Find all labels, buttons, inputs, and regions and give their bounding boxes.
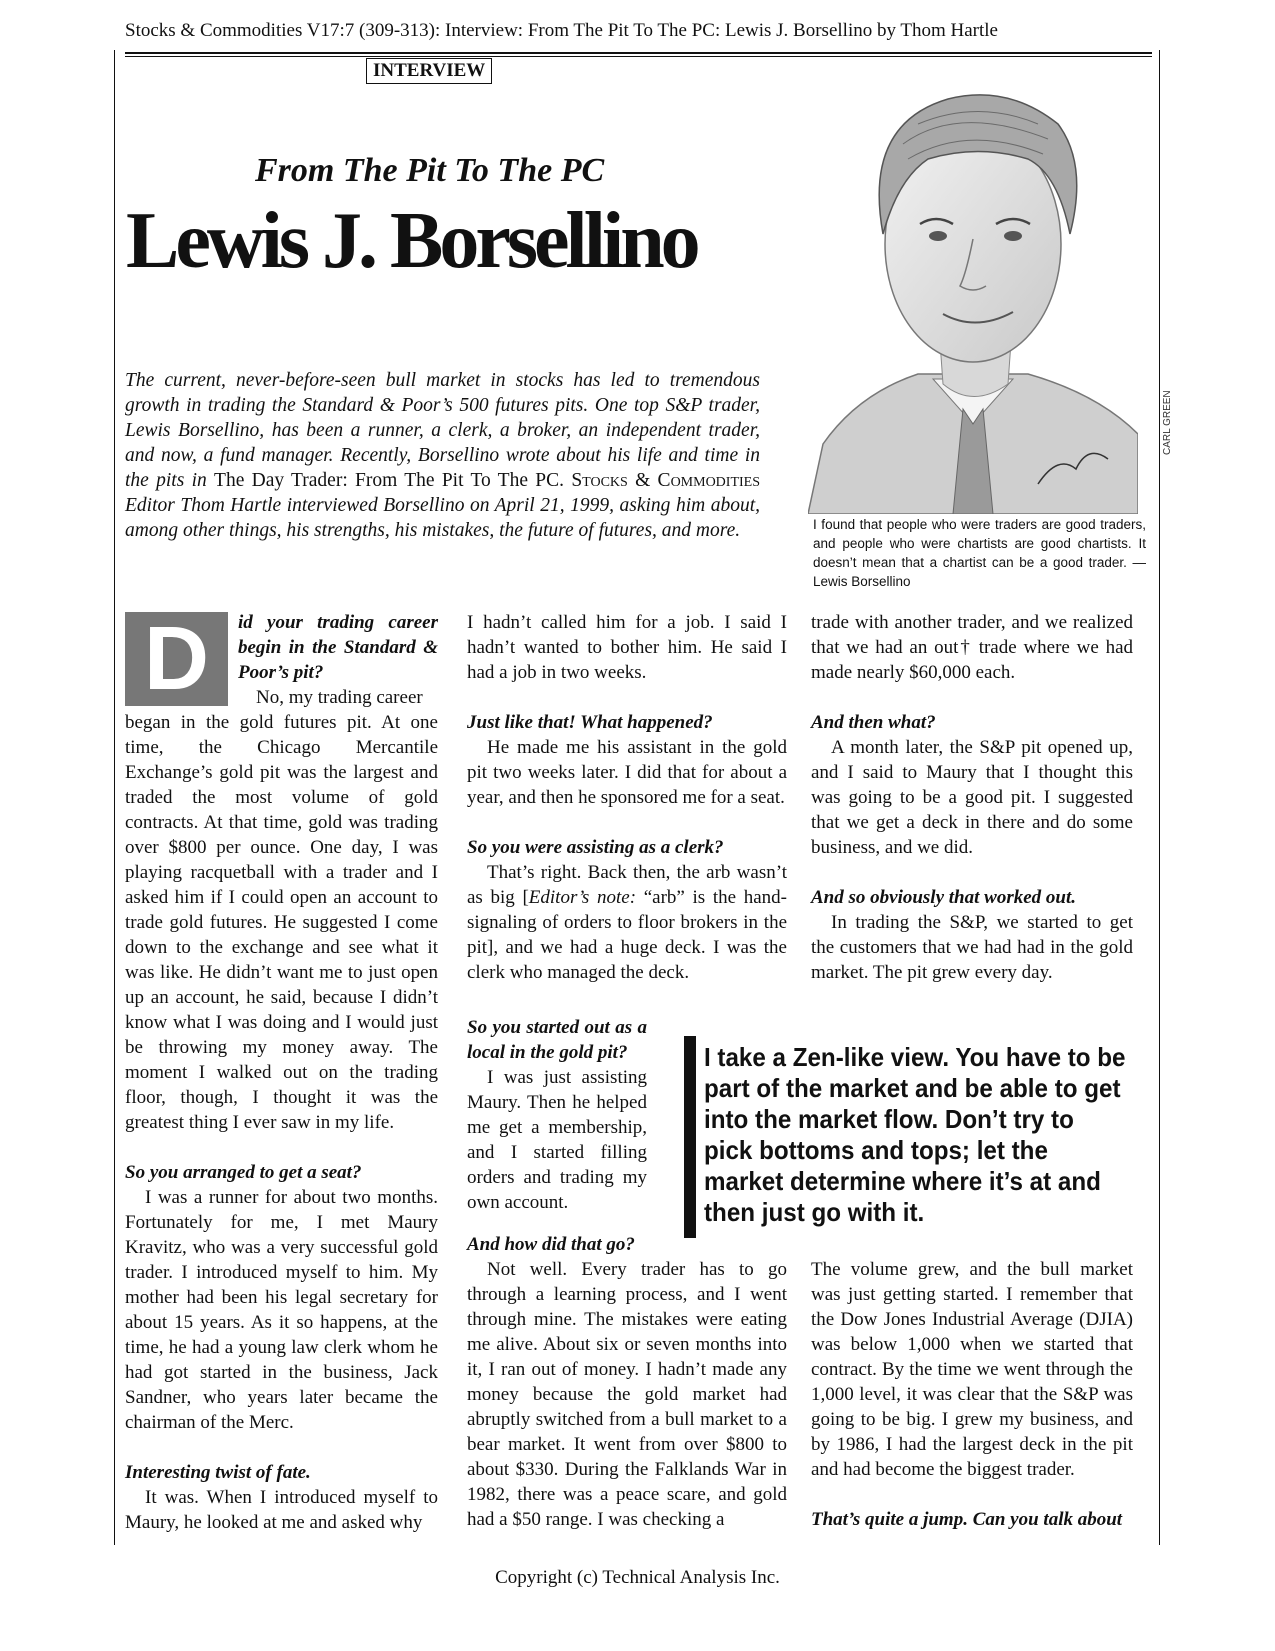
answer-9: In trading the S&P, we started to get the customers that we had had in the gold market. The pit grew every day.: [811, 912, 1133, 983]
answer-5-post: “arb” is the hand-signaling of orders to floor brokers in the pit], and we had a huge deck. I was the clerk who managed the deck.: [467, 887, 787, 983]
dek-text-1: The current, never-before-seen bull market in stocks has led to tremendous growth in trading the Standard & Poor’s 500 futures pits. One top S&P trader, Lewis Borsellino, has been a runner, a clerk, a broker, an independent trader, and now, a fund manager. Recently, Borsellino wrote about his life and time in the pits in: [125, 370, 760, 491]
illustration-credit: CARL GREEN: [1162, 390, 1173, 455]
question-6: So you started out as a local in the gold pit?: [467, 1017, 647, 1063]
running-head: Stocks & Commodities V17:7 (309-313): Interview: From The Pit To The PC: Lewis J. Borsellino by Thom Hartle: [125, 20, 998, 41]
portrait-caption: I found that people who were traders are good traders, and people who were chartists are good chartists. It doesn’t mean that a chartist can be a good trader. — Lewis Borsellino: [813, 517, 1146, 589]
header-rule: [125, 52, 1152, 54]
answer-1: began in the gold futures pit. At one time, the Chicago Mercantile Exchange’s gold pit was the largest and traded the most volume of gold contracts. At that time, gold was trading over $800 per ounce. One day, I was playing racquetball with a trader and I asked him if I could open an account to trade gold futures. He suggested I come down to the exchange and see what it was like. He didn’t want me to just open up an account, he said, because I didn’t know what I was doing and I would just be throwing my money away. The moment I walked out on the trading floor, though, I thought it was the greatest thing I ever saw in my life.: [125, 712, 438, 1133]
left-margin-rule: [114, 50, 115, 1545]
answer-continued: I hadn’t called him for a job. I said I hadn’t wanted to bother him. He said I had a job in two weeks.: [467, 612, 787, 683]
drop-cap: D: [125, 612, 228, 706]
dek-magazine: Stocks & Commodities: [571, 470, 761, 491]
answer-10-pre: The volume grew, and the bull market was just getting started. I remember that the Dow Jones Industrial Average (: [811, 1259, 1133, 1330]
answer-1-lead: No, my trading career: [256, 687, 423, 708]
dek-book-title: The Day Trader: From The Pit To The PC.: [214, 470, 565, 491]
column-3-top: [811, 610, 1133, 985]
column-3-bottom: [811, 1257, 1133, 1532]
column-1: [125, 710, 438, 1535]
answer-continued-2: trade with another trader, and we realized that we had an out† trade where we had made nearly $60,000 each.: [811, 612, 1133, 683]
column-2-narrow: [467, 1015, 647, 1215]
dek-text-2: Editor Thom Hartle interviewed Borsellino on April 21, 1999, asking him about, among other things, his strengths, his mistakes, the future of futures, and more.: [125, 495, 760, 541]
question-10: That’s quite a jump. Can you talk about: [811, 1509, 1123, 1530]
intro-dek: [125, 368, 760, 543]
question-9: And so obviously that worked out.: [811, 887, 1076, 908]
section-tag: INTERVIEW: [366, 58, 492, 84]
question-3: Interesting twist of fate.: [125, 1462, 311, 1483]
answer-10: [811, 1257, 1133, 1482]
column-2-top: [467, 610, 787, 985]
answer-5: [467, 860, 787, 985]
answer-4: He made me his assistant in the gold pit two weeks later. I did that for about a year, and then he sponsored me for a seat.: [467, 737, 787, 808]
portrait-illustration: [808, 64, 1138, 514]
kicker: From The Pit To The PC: [255, 152, 605, 189]
answer-5-pre: That’s right. Back then, the arb wasn’t as big [: [467, 862, 787, 908]
question-4: Just like that! What happened?: [467, 712, 713, 733]
question-1: id your trading career begin in the Standard & Poor’s pit?: [238, 612, 438, 683]
column-1-top: [238, 610, 438, 710]
answer-8: A month later, the S&P pit opened up, and I said to Maury that I thought this was going to be a good pit. I suggested that we get a deck in there and do some business, and we did.: [811, 737, 1133, 858]
page-title: Lewis J. Borsellino: [126, 197, 697, 285]
question-5: So you were assisting as a clerk?: [467, 837, 724, 858]
right-margin-rule: [1159, 50, 1160, 1545]
header-rule-thin: [125, 56, 1152, 57]
djia-abbr: DJIA: [1085, 1309, 1127, 1330]
column-2-bottom: [467, 1232, 787, 1532]
pull-quote: I take a Zen-like view. You have to be part of the market and be able to get into the market flow. Don’t try to pick bottoms and tops; let the market determine where it’s at and then just go with it.: [704, 1042, 1126, 1227]
answer-10-post: ) was below 1,000 when we started that contract. By the time we went through the 1,000 level, it was clear that the S&P was going to be big. I grew my business, and by 1986, I had the largest deck in the pit and had become the biggest trader.: [811, 1309, 1133, 1480]
answer-3: It was. When I introduced myself to Maury, he looked at me and asked why: [125, 1487, 438, 1533]
question-7: And how did that go?: [467, 1234, 635, 1255]
question-8: And then what?: [811, 712, 936, 733]
question-2: So you arranged to get a seat?: [125, 1162, 362, 1183]
editors-note-label: Editor’s note:: [528, 887, 637, 908]
answer-6: I was just assisting Maury. Then he helped me get a membership, and I started filling orders and trading my own account.: [467, 1067, 647, 1213]
answer-2: I was a runner for about two months. Fortunately for me, I met Maury Kravitz, who was a very successful gold trader. I introduced myself to him. My mother had been his legal secretary for about 15 years. As it so happens, at the time, he had a young law clerk whom he had got started in the business, Jack Sandner, who years later became the chairman of the Merc.: [125, 1187, 438, 1433]
copyright-footer: Copyright (c) Technical Analysis Inc.: [495, 1567, 780, 1588]
pull-quote-bar: [684, 1036, 696, 1238]
answer-7: Not well. Every trader has to go through a learning process, and I went through mine. The mistakes were eating me alive. About six or seven months into it, I ran out of money. I hadn’t made any money because the gold market had abruptly switched from a bull market to a bear market. It went from over $800 to about $330. During the Falklands War in 1982, there was a peace scare, and gold had a $50 range. I was checking a: [467, 1259, 787, 1530]
